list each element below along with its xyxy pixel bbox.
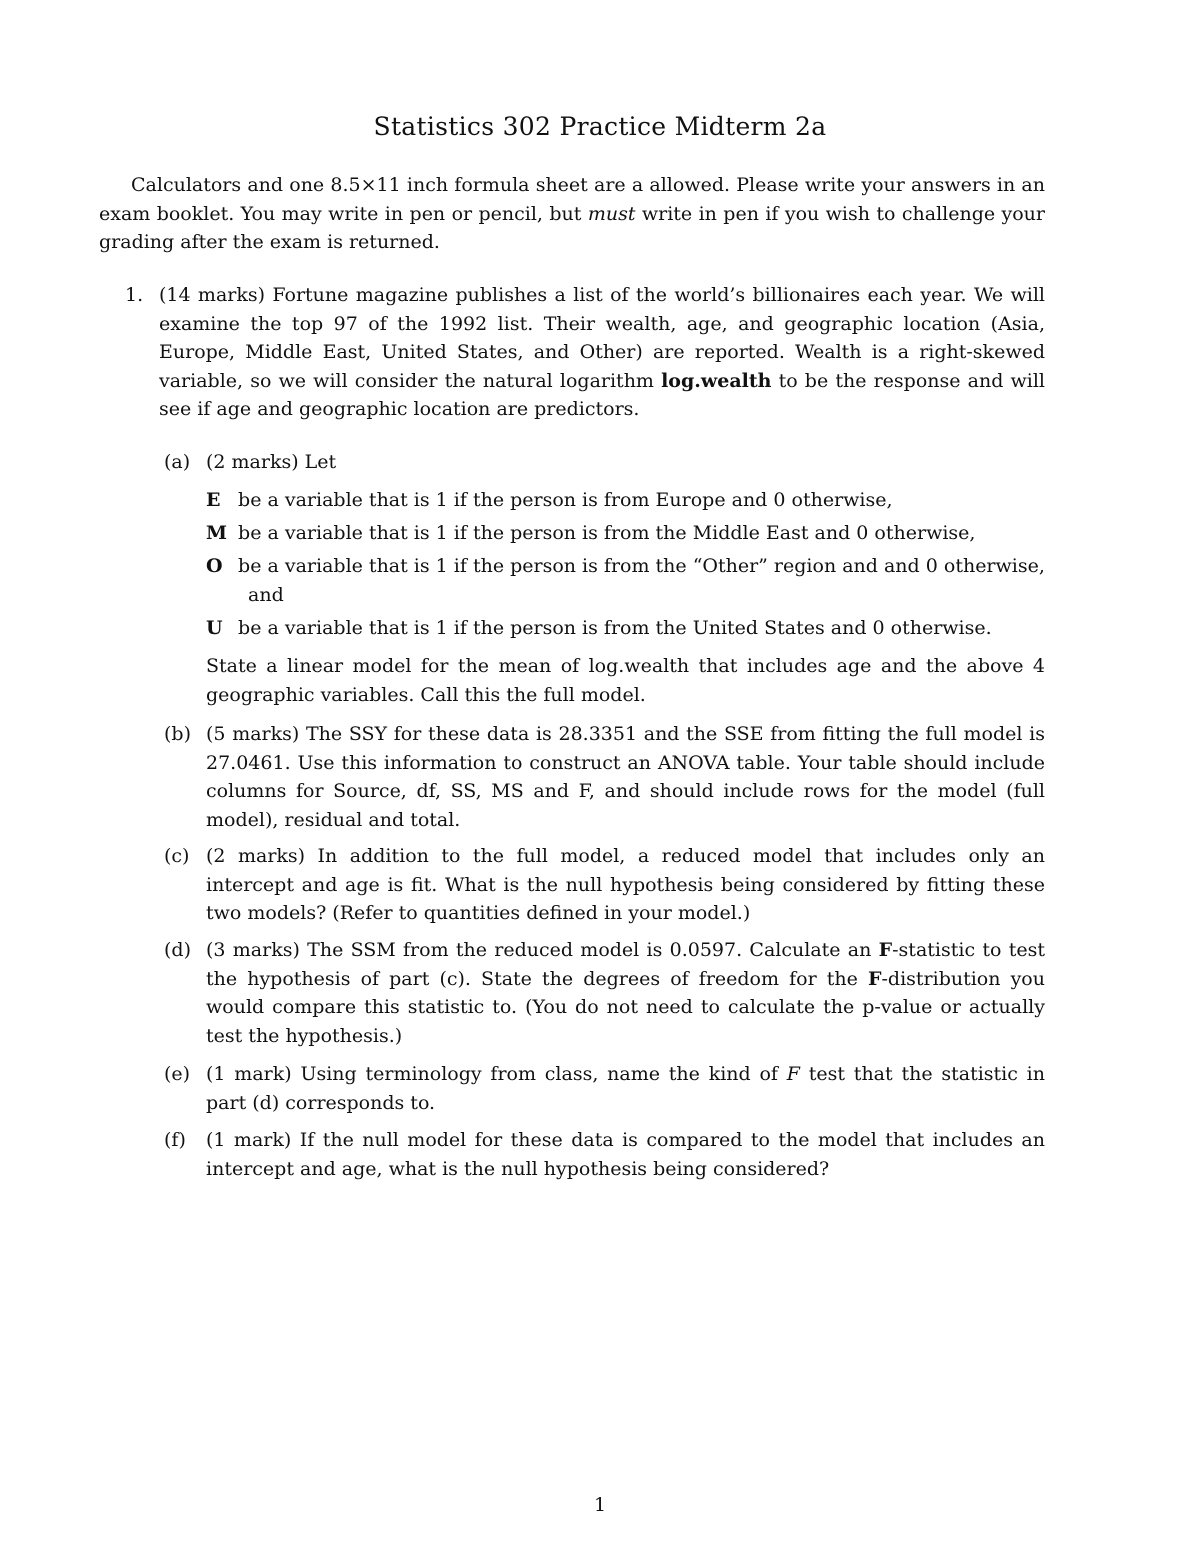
part-c	[164, 842, 1045, 928]
definition-e	[206, 486, 1045, 515]
question-text	[159, 281, 1045, 424]
part-e-text	[206, 1060, 1045, 1117]
part-a	[164, 448, 1045, 708]
part-label: (c)	[164, 845, 190, 867]
part-e-text-2: test that the statistic in part (d) corresponds to.	[206, 1063, 1045, 1114]
definition-continuation: and	[248, 583, 284, 606]
part-label: (a)	[164, 451, 191, 473]
definition-text: be a variable that is 1 if the person is from the “Other” region and and 0 otherwise,	[238, 555, 1045, 577]
part-c-text: (2 marks) In addition to the full model, a reduced model that includes only an intercept and age is fit. What is the null hypothesis being considered by fitting these two models? (Refer to quantities defined in your model.)	[206, 845, 1045, 924]
question-number: 1.	[125, 284, 144, 306]
definition-text: be a variable that is 1 if the person is from the United States and 0 otherwise.	[238, 617, 992, 639]
intro-text-after: write in pen if you wish to challenge your grading after the exam is returned.	[99, 202, 1046, 253]
intro-text-before: Calculators and one 8.5×11 inch formula sheet are a allowed. Please write your answers in an exam booklet. You may write in pen or pencil, but	[99, 174, 1045, 225]
part-d-text	[206, 936, 1045, 1050]
question-text-bold: log.wealth	[661, 369, 772, 392]
variable-name: E	[206, 489, 221, 511]
question-text-after: to be the response and will see if age and geographic location are predictors.	[159, 369, 1046, 420]
part-d-text-1: (3 marks) The SSM from the reduced model is 0.0597. Calculate an	[206, 939, 879, 961]
definition-u	[206, 614, 1045, 643]
variable-name: M	[206, 522, 228, 544]
question-text-before: (14 marks) Fortune magazine publishes a list of the world’s billionaires each year. We will examine the top 97 of the 1992 list. Their wealth, age, and geographic location (Asia, Europe, Middle East, United States, and Other) are reported. Wealth is a right-skewed variable, so we will consider the natural logarithm	[159, 284, 1045, 392]
part-e-italic-f: F	[786, 1063, 800, 1085]
part-label: (d)	[164, 939, 191, 961]
part-e-text-1: (1 mark) Using terminology from class, name the kind of	[206, 1063, 787, 1085]
variable-name: O	[206, 555, 223, 577]
part-label: (b)	[164, 723, 191, 745]
part-d-text-2: -statistic to test the hypothesis of part (c). State the degrees of freedom for the	[206, 939, 1045, 990]
definition-text: be a variable that is 1 if the person is from the Middle East and 0 otherwise,	[238, 522, 976, 544]
part-label: (e)	[164, 1063, 191, 1085]
part-d-bold-f-2: F	[867, 967, 882, 990]
part-label: (f)	[164, 1129, 186, 1151]
part-a-tail: State a linear model for the mean of log.wealth that includes age and the above 4 geographic variables. Call this the full model.	[206, 655, 1045, 706]
intro-paragraph	[99, 171, 1045, 257]
part-b	[164, 720, 1045, 834]
intro-emphasis: must	[587, 202, 636, 225]
part-f-text: (1 mark) If the null model for these data is compared to the model that includes an intercept and age, what is the null hypothesis being considered?	[206, 1129, 1045, 1180]
part-b-text: (5 marks) The SSY for these data is 28.3351 and the SSE from fitting the full model is 27.0461. Use this information to construct an ANOVA table. Your table should include columns for Source, df, SS, MS and F, and should include rows for the model (full model), residual and total.	[206, 723, 1045, 831]
question-1	[125, 281, 1045, 424]
part-d	[164, 936, 1045, 1050]
definition-o	[206, 552, 1045, 609]
part-d-text-3: -distribution you would compare this statistic to. (You do not need to calculate the p-value or actually test the hypothesis.)	[206, 967, 1045, 1047]
variable-name: U	[206, 617, 223, 639]
part-d-bold-f-1: F	[878, 939, 893, 961]
part-a-lead: (2 marks) Let	[206, 451, 337, 473]
definition-text: be a variable that is 1 if the person is from Europe and 0 otherwise,	[238, 489, 893, 511]
page-title: Statistics 302 Practice Midterm 2a	[373, 112, 827, 141]
part-f	[164, 1126, 1045, 1183]
part-e	[164, 1060, 1045, 1117]
page-number: 1	[593, 1494, 607, 1516]
definition-m	[206, 519, 1045, 548]
